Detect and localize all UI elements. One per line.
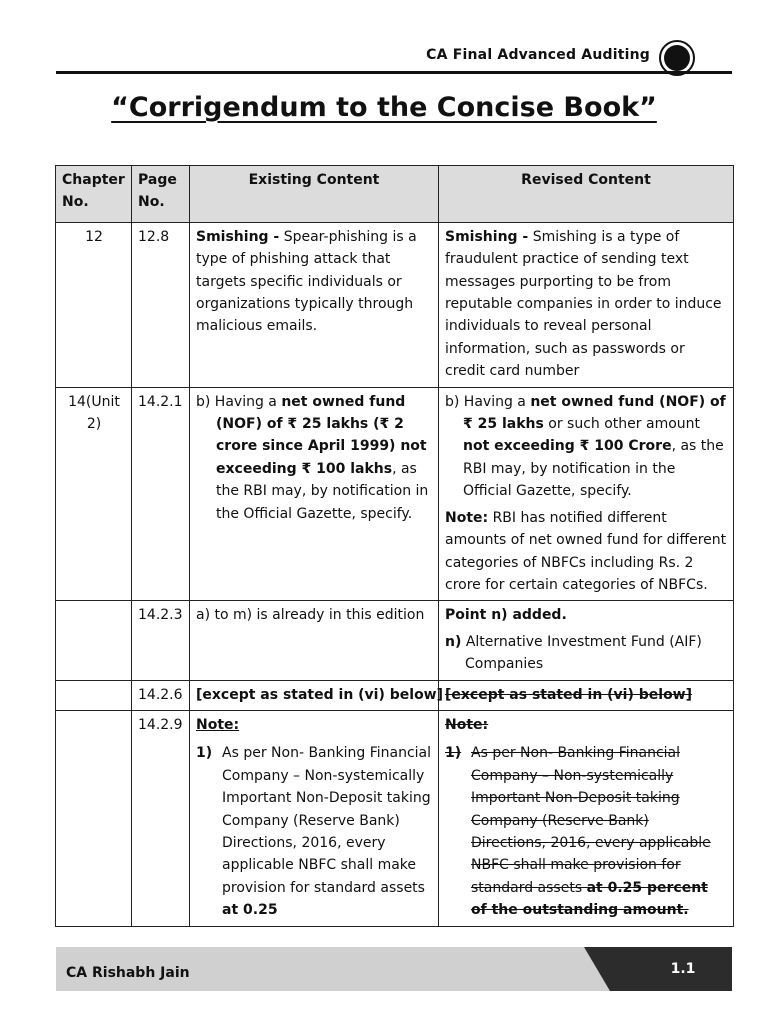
cell-existing bbox=[190, 222, 439, 387]
cell-page: 12.8 bbox=[132, 222, 190, 387]
cell-revised bbox=[439, 222, 734, 387]
header-existing: Existing Content bbox=[190, 166, 439, 223]
term-bold: Smishing - bbox=[196, 228, 280, 245]
cell-revised: [except as stated in (vi) below] bbox=[439, 680, 734, 710]
header-revised: Revised Content bbox=[439, 166, 734, 223]
cell-chapter bbox=[56, 680, 132, 710]
page-title bbox=[0, 92, 768, 123]
cell-chapter bbox=[56, 710, 132, 926]
cell-page: 14.2.1 bbox=[132, 387, 190, 601]
header-title: CA Final Advanced Auditing bbox=[426, 47, 650, 63]
point-b-revised: b) Having a net owned fund (NOF) of ₹ 25 lakhs or such other amount not exceeding ₹ 100 Crore, as the RBI may, by notification in the Official Gazette, specify. bbox=[445, 393, 726, 500]
corrigendum-table bbox=[55, 165, 734, 927]
cell-revised bbox=[439, 710, 734, 926]
cell-page: 14.2.9 bbox=[132, 710, 190, 926]
term-bold: Smishing - bbox=[445, 228, 529, 245]
page-number: 1.1 bbox=[670, 961, 696, 977]
cell-page: 14.2.6 bbox=[132, 680, 190, 710]
cell-text: Smishing is a type of fraudulent practice of sending text messages purporting to be from reputable companies in order to induce individuals to reveal personal information, such as passwords or credit card number bbox=[445, 228, 722, 380]
footer-author: CA Rishabh Jain bbox=[66, 965, 190, 981]
table-row bbox=[56, 222, 734, 387]
page-title-text: “Corrigendum to the Concise Book” bbox=[111, 92, 657, 123]
numbered-point: 1) As per Non- Banking Financial Company – Non-systemically Important Non-Deposit taking Company (Reserve Bank) Directions, 2016, every applicable NBFC shall make provision for standard assets at 0.25 bbox=[196, 745, 432, 919]
point-b-existing: b) Having a net owned fund (NOF) of ₹ 25 lakhs (₹ 2 crore since April 1999) not exceeding ₹ 100 lakhs, as the RBI may, by notification in the Official Gazette, specify. bbox=[196, 393, 429, 522]
header-page: Page No. bbox=[132, 166, 190, 223]
numbered-point-struck: 1) As per Non- Banking Financial Company – Non-systemically Important Non-Deposit taking Company (Reserve Bank) Directions, 2016, every applicable NBFC shall make provision for standard assets at 0.25 percent of the outstanding amount. bbox=[445, 745, 711, 919]
cell-existing bbox=[190, 387, 439, 601]
cell-chapter bbox=[56, 601, 132, 680]
cell-page: 14.2.3 bbox=[132, 601, 190, 680]
note-heading: Note: bbox=[196, 716, 240, 733]
table-row bbox=[56, 710, 734, 926]
cell-existing: [except as stated in (vi) below] bbox=[190, 680, 439, 710]
header-rule bbox=[56, 71, 732, 74]
cell-existing bbox=[190, 710, 439, 926]
table-header-row bbox=[56, 166, 734, 223]
cell-existing: a) to m) is already in this edition bbox=[190, 601, 439, 680]
cell-text: Spear-phishing is a type of phishing attack that targets specific individuals or organizations typically through malicious emails. bbox=[196, 228, 417, 335]
table-row bbox=[56, 680, 734, 710]
cell-revised bbox=[439, 601, 734, 680]
cell-revised bbox=[439, 387, 734, 601]
point-n: n) Alternative Investment Fund (AIF) Companies bbox=[445, 633, 702, 673]
note-heading-struck: Note: bbox=[445, 716, 489, 733]
note-paragraph: Note: RBI has notified different amounts of net owned fund for different categories of NBFCs including Rs. 2 crore for certain categories of NBFCs. bbox=[445, 509, 727, 593]
header-chapter: Chapter No. bbox=[56, 166, 132, 223]
point-added-heading: Point n) added. bbox=[445, 607, 567, 624]
table-row bbox=[56, 387, 734, 601]
cell-chapter: 12 bbox=[56, 222, 132, 387]
cell-chapter: 14(Unit 2) bbox=[56, 387, 132, 601]
table-row bbox=[56, 601, 734, 680]
